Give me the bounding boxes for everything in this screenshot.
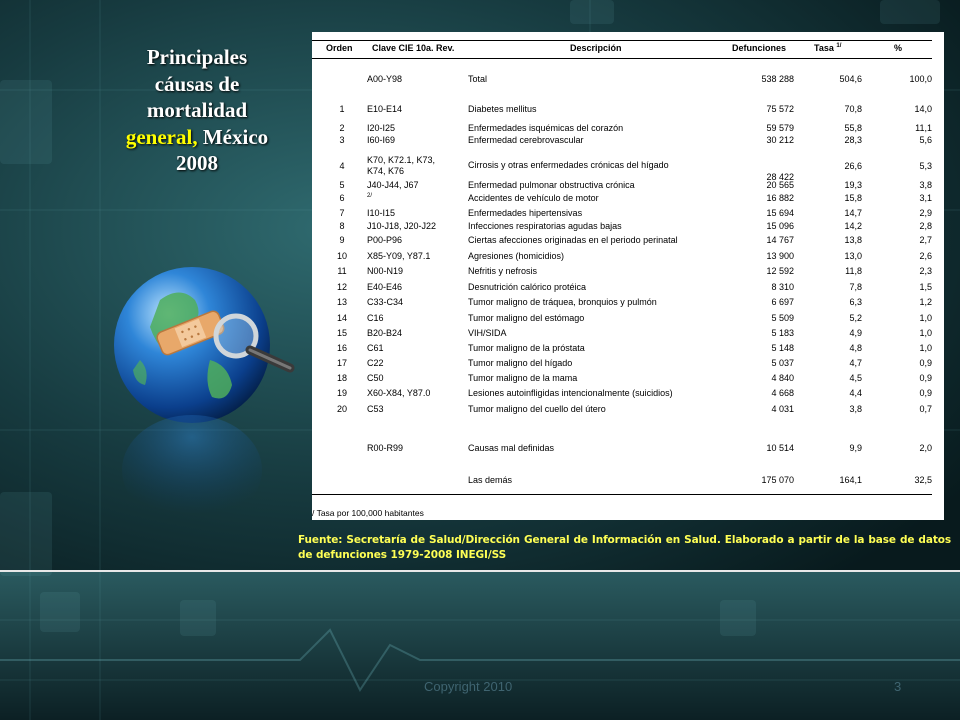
row-clave: I60-I69 [367, 135, 396, 145]
row-pct: 2,3 [919, 266, 932, 276]
row-pct: 0,9 [919, 373, 932, 383]
title-line-4 [104, 124, 290, 151]
row-descripcion: Enfermedades hipertensivas [468, 208, 583, 218]
row-tasa: 19,3 [844, 180, 862, 190]
row-defunciones: 15 096 [766, 221, 794, 231]
row-orden: 7 [339, 208, 345, 218]
header-tasa-label: Tasa [814, 43, 834, 53]
header-defunciones: Defunciones [732, 43, 787, 53]
row-orden: 10 [336, 251, 347, 261]
row-orden: 2 [339, 123, 345, 133]
row-defunciones: 15 694 [766, 208, 794, 218]
row-pct: 32,5 [914, 475, 932, 485]
row-defunciones: 6 697 [771, 297, 794, 307]
footer-divider [0, 570, 960, 572]
slide-title [104, 44, 290, 177]
row-clave: C50 [367, 373, 384, 383]
row-clave: C33-C34 [367, 297, 404, 307]
copyright-text: Copyright 2010 [424, 679, 513, 694]
row-clave: C61 [367, 343, 384, 353]
row-clave: E10-E14 [367, 104, 403, 114]
row-tasa: 9,9 [849, 443, 862, 453]
row-pct: 5,6 [919, 135, 932, 145]
row-orden: 6 [339, 193, 345, 203]
row-tasa: 3,8 [849, 404, 862, 414]
row-descripcion: Accidentes de vehículo de motor [468, 193, 599, 203]
row-orden: 15 [336, 328, 347, 338]
row-orden: 18 [336, 373, 347, 383]
row-tasa: 11,8 [845, 266, 862, 276]
row-tasa: 4,9 [849, 328, 862, 338]
row-pct: 100,0 [909, 74, 932, 84]
row-tasa: 504,6 [839, 74, 862, 84]
row-descripcion: Lesiones autoinfligidas intencionalmente (suicidios) [468, 388, 673, 398]
row-pct: 2,8 [919, 221, 932, 231]
row-descripcion: Infecciones respiratorias agudas bajas [468, 221, 622, 231]
row-clave: I10-I15 [367, 208, 396, 218]
row-tasa: 28,3 [844, 135, 862, 145]
row-defunciones: 175 070 [761, 475, 794, 485]
row-tasa: 7,8 [849, 282, 862, 292]
table-footnote: / Tasa por 100,000 habitantes [312, 508, 424, 518]
mortality-table [312, 32, 944, 520]
row-descripcion: VIH/SIDA [468, 328, 507, 338]
row-orden: 11 [337, 266, 347, 276]
row-descripcion: Tumor maligno del estómago [468, 313, 585, 323]
row-descripcion: Tumor maligno de la mama [468, 373, 578, 383]
row-pct: 0,7 [919, 404, 932, 414]
row-clave: A00-Y98 [367, 74, 403, 84]
row-orden: 13 [336, 297, 347, 307]
row-defunciones: 8 310 [771, 282, 794, 292]
row-defunciones: 20 565 [766, 180, 794, 190]
row-tasa: 13,0 [844, 251, 862, 261]
row-clave: C22 [367, 358, 384, 368]
row-defunciones: 13 900 [766, 251, 794, 261]
row-tasa: 15,8 [844, 193, 862, 203]
header-descripcion: Descripción [570, 43, 622, 53]
row-clave: C16 [367, 313, 384, 323]
source-note: Fuente: Secretaría de Salud/Dirección General de Información en Salud. Elaborado a partir de la base de datos de defunciones 1979-2008 INEGI/SS [298, 534, 951, 561]
row-descripcion: Ciertas afecciones originadas en el periodo perinatal [468, 235, 678, 245]
row-clave: E40-E46 [367, 282, 403, 292]
globe-with-bandage-and-magnifier-icon [100, 240, 300, 530]
title-line-5: 2008 [176, 151, 218, 175]
row-tasa: 55,8 [844, 123, 862, 133]
page-number: 3 [894, 679, 902, 694]
row-descripcion: Causas mal definidas [468, 443, 555, 453]
row-tasa: 70,8 [844, 104, 862, 114]
title-line-1: Principales [146, 45, 248, 69]
row-pct: 3,8 [919, 180, 932, 190]
header-tasa-footnote: 1/ [836, 43, 842, 49]
row-pct: 2,6 [919, 251, 932, 261]
title-highlight: general, [125, 124, 198, 149]
row-defunciones: 5 148 [771, 343, 794, 353]
row-pct: 0,9 [919, 358, 932, 368]
header-orden: Orden [326, 43, 353, 53]
row-descripcion: Diabetes mellitus [468, 104, 537, 114]
row-pct: 1,0 [919, 328, 932, 338]
row-descripcion: Enfermedad pulmonar obstructiva crónica [468, 180, 635, 190]
row-pct: 11,1 [915, 123, 932, 133]
row-tasa: 4,7 [849, 358, 862, 368]
row-clave: X85-Y09, Y87.1 [367, 251, 431, 261]
row-orden: 17 [336, 358, 347, 368]
row-pct: 14,0 [914, 104, 932, 114]
row-defunciones: 10 514 [766, 443, 794, 453]
row-defunciones: 12 592 [766, 266, 794, 276]
row-pct: 1,5 [919, 282, 932, 292]
row-tasa: 6,3 [849, 297, 862, 307]
row-clave: X60-X84, Y87.0 [367, 388, 431, 398]
title-line-4-rest: México [197, 124, 269, 149]
header-tasa [814, 43, 841, 53]
row-descripcion: Cirrosis y otras enfermedades crónicas del hígado [468, 160, 669, 170]
row-clave: I20-I25 [367, 123, 396, 133]
row-descripcion: Tumor maligno de la próstata [468, 343, 585, 353]
row-pct: 2,7 [919, 235, 932, 245]
row-clave: P00-P96 [367, 235, 403, 245]
row-defunciones: 75 572 [766, 104, 794, 114]
row-descripcion: Las demás [468, 475, 513, 485]
row-pct: 2,0 [919, 443, 932, 453]
row-pct: 0,9 [919, 388, 932, 398]
row-defunciones: 4 031 [771, 404, 794, 414]
row-defunciones: 16 882 [766, 193, 794, 203]
row-clave-continued: K74, K76 [367, 166, 405, 176]
row-tasa: 26,6 [844, 161, 862, 171]
row-orden: 14 [336, 313, 347, 323]
row-tasa: 4,5 [849, 373, 862, 383]
row-defunciones: 538 288 [761, 74, 794, 84]
row-descripcion: Enfermedad cerebrovascular [468, 135, 584, 145]
table-bottom-rule [312, 494, 932, 495]
row-defunciones: 4 668 [771, 388, 794, 398]
row-descripcion: Total [468, 74, 488, 84]
row-orden: 8 [339, 221, 345, 231]
row-pct: 5,3 [919, 161, 932, 171]
row-orden: 1 [339, 104, 345, 114]
row-descripcion: Tumor maligno de tráquea, bronquios y pulmón [468, 297, 657, 307]
row-descripcion: Nefritis y nefrosis [468, 266, 538, 276]
row-orden: 12 [336, 282, 347, 292]
row-tasa: 14,2 [844, 221, 862, 231]
row-clave: C53 [367, 404, 384, 414]
row-orden: 16 [336, 343, 347, 353]
row-clave: K70, K72.1, K73, [367, 155, 436, 165]
row-clave: N00-N19 [367, 266, 404, 276]
row-clave: J40-J44, J67 [367, 180, 419, 190]
row-orden: 3 [339, 135, 345, 145]
row-defunciones: 28 422 [766, 172, 794, 182]
row-tasa: 14,7 [844, 208, 862, 218]
row-orden: 9 [339, 235, 345, 245]
row-defunciones: 5 037 [771, 358, 794, 368]
row-clave: B20-B24 [367, 328, 403, 338]
row-defunciones: 30 212 [766, 135, 794, 145]
row-descripcion: Enfermedades isquémicas del corazón [468, 123, 624, 133]
row-tasa: 164,1 [839, 475, 862, 485]
row-clave: R00-R99 [367, 443, 404, 453]
row-tasa: 4,8 [849, 343, 862, 353]
table-header [312, 40, 932, 59]
row-pct: 3,1 [919, 193, 932, 203]
title-line-3: mortalidad [146, 98, 248, 122]
row-descripcion: Tumor maligno del hígado [468, 358, 573, 368]
row-orden: 20 [336, 404, 347, 414]
row-defunciones: 59 579 [766, 123, 794, 133]
row-orden: 19 [336, 388, 347, 398]
header-pct: % [894, 43, 903, 53]
row-descripcion: Desnutrición calórico protéica [468, 282, 587, 292]
row-orden: 5 [339, 180, 345, 190]
row-tasa: 13,8 [844, 235, 862, 245]
row-defunciones: 5 509 [771, 313, 794, 323]
row-pct: 1,2 [919, 297, 932, 307]
row-descripcion: Agresiones (homicidios) [468, 251, 565, 261]
header-clave: Clave CIE 10a. Rev. [372, 43, 455, 53]
row-orden: 4 [339, 161, 345, 171]
row-descripcion: Tumor maligno del cuello del útero [468, 404, 606, 414]
row-defunciones: 14 767 [766, 235, 794, 245]
row-pct: 1,0 [919, 343, 932, 353]
row-tasa: 5,2 [849, 313, 862, 323]
row-pct: 2,9 [919, 208, 932, 218]
row-tasa: 4,4 [849, 388, 862, 398]
title-line-2: cáusas de [154, 71, 240, 96]
row-defunciones: 5 183 [771, 328, 794, 338]
row-pct: 1,0 [919, 313, 932, 323]
row-clave: J10-J18, J20-J22 [367, 221, 437, 231]
row-defunciones: 4 840 [771, 373, 794, 383]
row-clave: 2/ [367, 193, 373, 199]
